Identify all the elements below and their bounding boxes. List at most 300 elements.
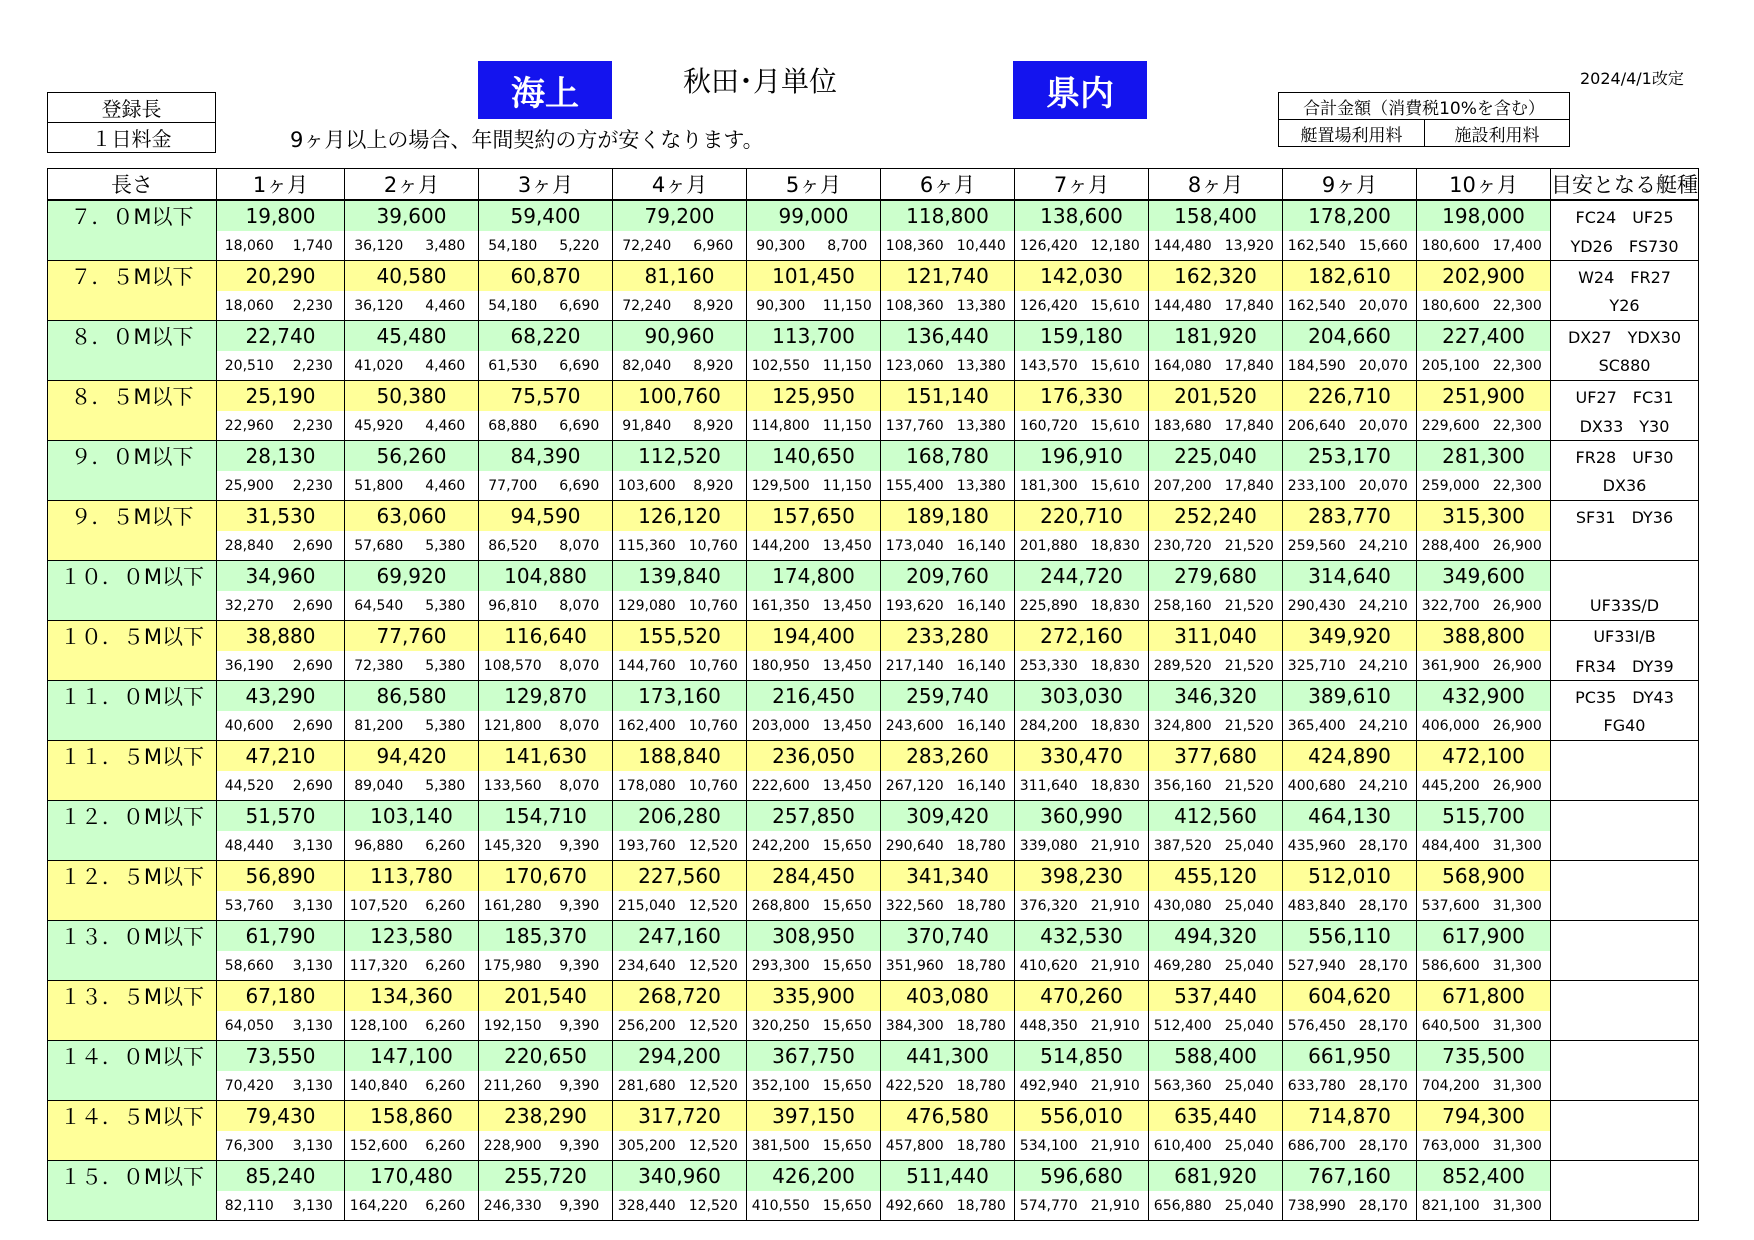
length-label: ８．０M以下 [48,321,217,352]
table-header-row [48,169,1699,201]
berth-fee: 288,400 [1417,531,1485,561]
length-label-filler [48,1131,217,1161]
boat-models: FC24 UF25 [1551,200,1699,231]
total-fee: 129,870 [479,681,613,712]
total-fee: 104,880 [479,561,613,592]
total-fee: 335,900 [747,981,881,1012]
length-label-filler [48,471,217,501]
facility-fee: 25,040 [1217,1071,1283,1101]
total-fee: 201,540 [479,981,613,1012]
facility-fee: 3,130 [282,831,345,861]
facility-fee: 10,760 [681,711,747,741]
facility-fee: 22,300 [1485,471,1551,501]
facility-fee: 31,300 [1485,891,1551,921]
length-label-filler [48,351,217,381]
column-header: 4ヶ月 [613,169,747,201]
total-fee: 116,640 [479,621,613,652]
boat-models: UF33I/B [1551,621,1699,652]
berth-fee: 89,040 [345,771,413,801]
boat-models: Y26 [1551,291,1699,321]
facility-fee: 15,650 [815,831,881,861]
page-title: 秋田･月単位 [683,65,838,98]
berth-fee: 537,600 [1417,891,1485,921]
facility-fee: 6,260 [413,831,479,861]
berth-fee: 339,080 [1015,831,1083,861]
length-label: ９．５M以下 [48,501,217,532]
berth-fee: 290,430 [1283,591,1351,621]
berth-fee: 164,080 [1149,351,1217,381]
facility-fee: 25,040 [1217,1191,1283,1221]
facility-fee: 21,910 [1083,831,1149,861]
length-label: １３．５M以下 [48,981,217,1012]
total-fee: 714,870 [1283,1101,1417,1132]
berth-fee: 228,900 [479,1131,547,1161]
total-fee: 121,740 [881,261,1015,292]
table-row-breakdown [48,1131,1699,1161]
facility-fee: 6,960 [681,231,747,261]
berth-fee: 422,520 [881,1071,949,1101]
total-fee: 94,420 [345,741,479,772]
total-fee: 126,120 [613,501,747,532]
total-fee: 28,130 [217,441,345,472]
berth-fee: 258,160 [1149,591,1217,621]
total-fee: 68,220 [479,321,613,352]
total-fee: 86,580 [345,681,479,712]
total-fee: 69,920 [345,561,479,592]
total-fee: 303,030 [1015,681,1149,712]
berth-fee: 610,400 [1149,1131,1217,1161]
berth-fee: 18,060 [217,291,282,321]
berth-fee: 160,720 [1015,411,1083,441]
column-header: 5ヶ月 [747,169,881,201]
facility-fee: 31,300 [1485,1071,1551,1101]
berth-fee: 215,040 [613,891,681,921]
facility-fee: 13,380 [949,291,1015,321]
table-row-total [48,261,1699,292]
facility-fee: 28,170 [1351,831,1417,861]
table-row-breakdown [48,531,1699,561]
berth-fee: 322,560 [881,891,949,921]
facility-fee: 13,450 [815,591,881,621]
length-label-filler [48,531,217,561]
table-row-breakdown [48,951,1699,981]
facility-fee: 20,070 [1351,471,1417,501]
table-row-total [48,861,1699,892]
berth-fee: 40,600 [217,711,282,741]
berth-fee: 203,000 [747,711,815,741]
total-fee: 56,260 [345,441,479,472]
total-fee: 370,740 [881,921,1015,952]
total-fee: 178,200 [1283,200,1417,231]
facility-fee: 25,040 [1217,1131,1283,1161]
total-fee: 272,160 [1015,621,1149,652]
facility-fee: 13,450 [815,651,881,681]
table-row-breakdown [48,651,1699,681]
total-fee: 139,840 [613,561,747,592]
berth-fee: 207,200 [1149,471,1217,501]
berth-fee: 574,770 [1015,1191,1083,1221]
total-fee: 377,680 [1149,741,1283,772]
total-fee: 360,990 [1015,801,1149,832]
berth-fee: 28,840 [217,531,282,561]
total-fee: 151,140 [881,381,1015,412]
total-fee: 472,100 [1417,741,1551,772]
total-fee: 426,200 [747,1161,881,1192]
berth-fee: 82,110 [217,1191,282,1221]
length-label-filler [48,1071,217,1101]
facility-fee: 12,520 [681,831,747,861]
total-fee: 45,480 [345,321,479,352]
facility-fee: 15,610 [1083,291,1149,321]
total-fee: 174,800 [747,561,881,592]
monthly-fee-table [47,168,1699,1221]
boat-models: UF27 FC31 [1551,381,1699,412]
facility-fee: 28,170 [1351,891,1417,921]
facility-fee: 17,840 [1217,351,1283,381]
length-label-filler [48,891,217,921]
boat-models [1551,891,1699,921]
facility-fee: 2,690 [282,771,345,801]
berth-fee: 242,200 [747,831,815,861]
total-fee: 279,680 [1149,561,1283,592]
berth-fee: 114,800 [747,411,815,441]
facility-fee: 21,520 [1217,531,1283,561]
berth-fee: 107,520 [345,891,413,921]
facility-fee: 8,070 [547,771,613,801]
berth-fee: 82,040 [613,351,681,381]
facility-fee: 21,910 [1083,1011,1149,1041]
berth-fee: 72,380 [345,651,413,681]
facility-fee: 2,230 [282,351,345,381]
sea-badge: 海上 [478,61,612,119]
facility-fee: 17,400 [1485,231,1551,261]
length-label: ７．５M以下 [48,261,217,292]
berth-fee: 821,100 [1417,1191,1485,1221]
berth-fee: 144,760 [613,651,681,681]
berth-fee: 206,640 [1283,411,1351,441]
berth-fee: 72,240 [613,231,681,261]
total-fee: 397,150 [747,1101,881,1132]
total-fee: 236,050 [747,741,881,772]
facility-fee: 6,260 [413,1131,479,1161]
table-row-breakdown [48,891,1699,921]
facility-fee: 21,520 [1217,771,1283,801]
total-fee: 85,240 [217,1161,345,1192]
table-row-breakdown [48,1011,1699,1041]
berth-fee: 32,270 [217,591,282,621]
table-row-total [48,981,1699,1012]
facility-fee: 15,650 [815,1011,881,1041]
length-label-filler [48,231,217,261]
facility-fee: 22,300 [1485,411,1551,441]
boat-models [1551,741,1699,772]
berth-fee: 384,300 [881,1011,949,1041]
facility-fee: 3,130 [282,1191,345,1221]
total-fee: 537,440 [1149,981,1283,1012]
total-fee: 99,000 [747,200,881,231]
facility-fee: 5,380 [413,591,479,621]
berth-fee: 64,540 [345,591,413,621]
facility-fee: 13,450 [815,711,881,741]
boat-models [1551,861,1699,892]
unit-legend-box [47,92,216,153]
facility-fee: 8,920 [681,411,747,441]
total-fee: 101,450 [747,261,881,292]
berth-fee: 133,560 [479,771,547,801]
facility-fee: 3,130 [282,1071,345,1101]
total-fee: 852,400 [1417,1161,1551,1192]
facility-fee: 16,140 [949,591,1015,621]
total-fee: 661,950 [1283,1041,1417,1072]
total-fee: 56,890 [217,861,345,892]
facility-fee: 18,830 [1083,591,1149,621]
berth-fee: 253,330 [1015,651,1083,681]
total-fee: 19,800 [217,200,345,231]
berth-fee: 41,020 [345,351,413,381]
facility-fee: 5,380 [413,531,479,561]
facility-fee: 18,830 [1083,651,1149,681]
facility-fee: 9,390 [547,1191,613,1221]
berth-fee: 129,080 [613,591,681,621]
column-header: 9ヶ月 [1283,169,1417,201]
total-fee: 94,590 [479,501,613,532]
total-fee: 398,230 [1015,861,1149,892]
total-fee: 147,100 [345,1041,479,1072]
berth-fee: 126,420 [1015,291,1083,321]
berth-fee: 225,890 [1015,591,1083,621]
berth-fee: 48,440 [217,831,282,861]
berth-fee: 115,360 [613,531,681,561]
berth-fee: 686,700 [1283,1131,1351,1161]
total-fee: 226,710 [1283,381,1417,412]
berth-fee: 217,140 [881,651,949,681]
facility-fee: 15,650 [815,1191,881,1221]
registered-length-label: 登録長 [48,93,216,123]
total-fee: 113,780 [345,861,479,892]
berth-fee: 356,160 [1149,771,1217,801]
facility-fee: 28,170 [1351,951,1417,981]
facility-fee: 6,260 [413,1191,479,1221]
berth-fee: 178,080 [613,771,681,801]
total-fee: 315,300 [1417,501,1551,532]
berth-fee: 103,600 [613,471,681,501]
total-fee: 31,530 [217,501,345,532]
length-label: １５．０M以下 [48,1161,217,1192]
facility-fee: 22,300 [1485,351,1551,381]
facility-fee: 13,450 [815,771,881,801]
column-header: 2ヶ月 [345,169,479,201]
column-header: 6ヶ月 [881,169,1015,201]
total-fee: 220,710 [1015,501,1149,532]
facility-fee: 22,300 [1485,291,1551,321]
berth-fee: 484,400 [1417,831,1485,861]
facility-fee: 25,040 [1217,831,1283,861]
total-fee: 159,180 [1015,321,1149,352]
total-fee: 252,240 [1149,501,1283,532]
berth-fee: 311,640 [1015,771,1083,801]
boat-models: DX33 Y30 [1551,411,1699,441]
price-legend-box [1278,92,1570,147]
facility-fee: 8,920 [681,291,747,321]
facility-fee: 12,520 [681,1191,747,1221]
berth-fee: 36,120 [345,291,413,321]
berth-fee: 54,180 [479,231,547,261]
total-fee: 220,650 [479,1041,613,1072]
column-header: 目安となる艇種 [1551,169,1699,201]
berth-fee: 81,200 [345,711,413,741]
total-fee: 225,040 [1149,441,1283,472]
facility-fee: 9,390 [547,1131,613,1161]
total-fee: 216,450 [747,681,881,712]
berth-fee: 64,050 [217,1011,282,1041]
berth-fee: 430,080 [1149,891,1217,921]
berth-fee: 22,960 [217,411,282,441]
length-label-filler [48,771,217,801]
total-fee: 317,720 [613,1101,747,1132]
facility-fee: 31,300 [1485,831,1551,861]
berth-fee: 305,200 [613,1131,681,1161]
total-fee: 308,950 [747,921,881,952]
berth-fee: 161,280 [479,891,547,921]
total-fee: 81,160 [613,261,747,292]
facility-fee: 11,150 [815,351,881,381]
facility-fee: 18,830 [1083,771,1149,801]
berth-fee: 293,300 [747,951,815,981]
berth-fee: 51,800 [345,471,413,501]
table-row-breakdown [48,591,1699,621]
total-fee: 113,700 [747,321,881,352]
berth-fee: 180,600 [1417,291,1485,321]
berth-fee: 656,880 [1149,1191,1217,1221]
total-fee: 90,960 [613,321,747,352]
berth-fee: 322,700 [1417,591,1485,621]
berth-fee: 54,180 [479,291,547,321]
facility-fee: 3,480 [413,231,479,261]
berth-fee: 180,950 [747,651,815,681]
table-row-total [48,1161,1699,1192]
facility-fee: 10,760 [681,651,747,681]
column-header: 10ヶ月 [1417,169,1551,201]
berth-fee: 36,190 [217,651,282,681]
berth-fee: 410,550 [747,1191,815,1221]
berth-fee: 25,900 [217,471,282,501]
total-fee: 389,610 [1283,681,1417,712]
berth-fee: 164,220 [345,1191,413,1221]
berth-fee: 18,060 [217,231,282,261]
table-row-total [48,921,1699,952]
berth-fee: 267,120 [881,771,949,801]
total-fee: 73,550 [217,1041,345,1072]
berth-fee: 58,660 [217,951,282,981]
table-row-breakdown [48,1071,1699,1101]
facility-fee: 15,610 [1083,351,1149,381]
total-fee: 141,630 [479,741,613,772]
total-fee: 194,400 [747,621,881,652]
facility-fee: 9,390 [547,951,613,981]
berth-fee: 448,350 [1015,1011,1083,1041]
facility-fee: 26,900 [1485,531,1551,561]
facility-fee: 9,390 [547,891,613,921]
facility-fee: 28,170 [1351,1131,1417,1161]
boat-models [1551,1131,1699,1161]
table-row-total [48,801,1699,832]
facility-fee: 17,840 [1217,471,1283,501]
facility-fee: 1,740 [282,231,345,261]
facility-fee: 6,260 [413,1011,479,1041]
total-fee: 681,920 [1149,1161,1283,1192]
total-fee: 123,580 [345,921,479,952]
total-fee: 198,000 [1417,200,1551,231]
facility-fee: 6,690 [547,471,613,501]
length-label: ９．０M以下 [48,441,217,472]
facility-fee: 21,910 [1083,1131,1149,1161]
berth-fee: 527,940 [1283,951,1351,981]
facility-fee: 13,380 [949,411,1015,441]
facility-fee: 24,210 [1351,531,1417,561]
total-fee: 61,790 [217,921,345,952]
length-label-filler [48,1011,217,1041]
total-fee: 794,300 [1417,1101,1551,1132]
total-fee: 283,260 [881,741,1015,772]
facility-fee: 18,830 [1083,711,1149,741]
total-fee: 125,950 [747,381,881,412]
total-fee: 176,330 [1015,381,1149,412]
facility-fee: 10,760 [681,591,747,621]
facility-fee: 18,780 [949,1191,1015,1221]
boat-models: FR28 UF30 [1551,441,1699,472]
berth-fee: 234,640 [613,951,681,981]
berth-fee: 96,810 [479,591,547,621]
boat-models: SC880 [1551,351,1699,381]
berth-fee: 445,200 [1417,771,1485,801]
total-fee: 349,600 [1417,561,1551,592]
table-row-total [48,200,1699,231]
total-fee: 47,210 [217,741,345,772]
total-fee: 596,680 [1015,1161,1149,1192]
length-label-filler [48,1191,217,1221]
facility-fee: 12,520 [681,951,747,981]
facility-fee: 20,070 [1351,291,1417,321]
facility-fee: 16,140 [949,531,1015,561]
facility-fee: 8,070 [547,651,613,681]
length-label-filler [48,291,217,321]
berth-fee: 143,570 [1015,351,1083,381]
total-fee: 238,290 [479,1101,613,1132]
berth-fee: 406,000 [1417,711,1485,741]
facility-fee: 13,380 [949,471,1015,501]
berth-fee: 268,800 [747,891,815,921]
berth-fee: 352,100 [747,1071,815,1101]
boat-models [1551,981,1699,1012]
total-fee: 244,720 [1015,561,1149,592]
facility-fee: 11,150 [815,471,881,501]
total-fee: 59,400 [479,200,613,231]
total-fee: 253,170 [1283,441,1417,472]
length-label-filler [48,711,217,741]
length-label-filler [48,591,217,621]
total-fee: 51,570 [217,801,345,832]
facility-fee: 18,780 [949,831,1015,861]
facility-fee: 24,210 [1351,651,1417,681]
facility-fee: 16,140 [949,651,1015,681]
total-fee: 118,800 [881,200,1015,231]
table-row-total [48,441,1699,472]
total-fee: 188,840 [613,741,747,772]
total-fee: 635,440 [1149,1101,1283,1132]
berth-fee: 324,800 [1149,711,1217,741]
facility-fee: 12,520 [681,1071,747,1101]
facility-fee: 13,380 [949,351,1015,381]
